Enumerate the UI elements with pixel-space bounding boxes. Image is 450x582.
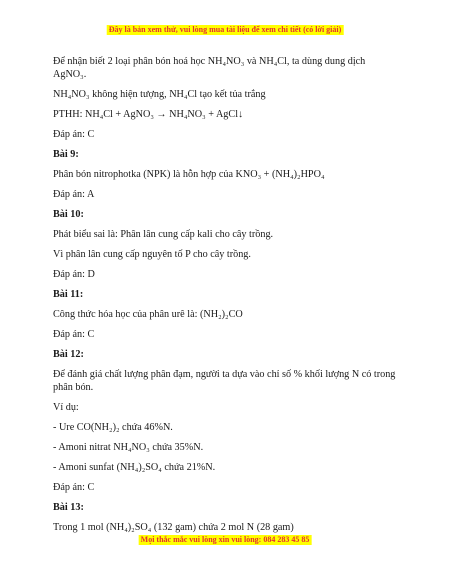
contact-notice-banner: Mọi thắc mắc vui lòng xin vui lòng: 084 283 45 85 — [140, 535, 310, 544]
paragraph: Phát biểu sai là: Phân lân cung cấp kali cho cây trồng. — [53, 229, 274, 240]
paragraph: Để nhận biết 2 loại phân bón hoá học NH₄NO₃ và NH₄Cl, ta dùng dung dịch AgNO₃. — [53, 56, 366, 80]
exercise-heading-11: Bài 11: — [53, 289, 84, 300]
paragraph: Ví dụ: — [53, 402, 79, 413]
paragraph: NH₄NO₃ không hiện tượng, NH₄Cl tạo kết tủa trắng — [53, 89, 266, 100]
paragraph: Để đánh giá chất lượng phân đạm, người ta dựa vào chỉ số % khối lượng N có trong phân bón. — [53, 369, 396, 393]
paragraph: Trong 1 mol (NH₄)₂SO₄ (132 gam) chứa 2 mol N (28 gam) — [53, 522, 294, 533]
paragraph: Vì phân lân cung cấp nguyên tố P cho cây trồng. — [53, 249, 251, 260]
list-item: - Amoni sunfat (NH₄)₂SO₄ chứa 21%N. — [53, 462, 216, 473]
exercise-heading-12: Bài 12: — [53, 349, 84, 360]
list-item: - Amoni nitrat NH₄NO₃ chứa 35%N. — [53, 442, 204, 453]
paragraph: Công thức hóa học của phân urê là: (NH₂)₂CO — [53, 309, 243, 320]
answer-line: Đáp án: C — [53, 329, 95, 340]
exercise-heading-10: Bài 10: — [53, 209, 84, 220]
answer-line: Đáp án: C — [53, 129, 95, 140]
exercise-heading-13: Bài 13: — [53, 502, 84, 513]
preview-notice-banner: Đây là bản xem thử, vui lòng mua tài liệu để xem chi tiết (có lời giải) — [108, 25, 342, 34]
answer-line: Đáp án: D — [53, 269, 95, 280]
answer-line: Đáp án: A — [53, 189, 95, 200]
list-item: - Ure CO(NH₂)₂ chứa 46%N. — [53, 422, 173, 433]
exercise-heading-9: Bài 9: — [53, 149, 79, 160]
equation-line: PTHH: NH₄Cl + AgNO₃ → NH₄NO₃ + AgCl↓ — [53, 109, 244, 120]
paragraph: Phân bón nitrophotka (NPK) là hỗn hợp của KNO₃ + (NH₄)₂HPO₄ — [53, 169, 325, 180]
document-body — [53, 55, 398, 534]
answer-line: Đáp án: C — [53, 482, 95, 493]
